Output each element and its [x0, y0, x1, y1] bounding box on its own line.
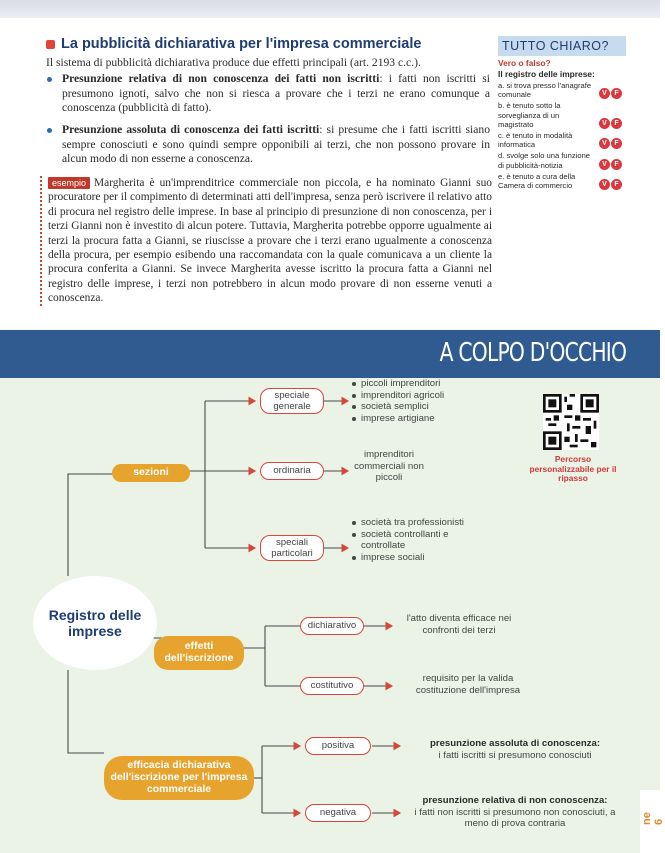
quiz-intro: Il registro delle imprese:	[498, 69, 595, 79]
false-button[interactable]: F	[611, 118, 622, 129]
node-negativa: negativa	[305, 804, 371, 822]
negativa-text: i fatti non iscritti si presumono non conosciuti, a meno di prova contraria	[414, 806, 616, 830]
quiz-subtitle: Vero o falso?	[498, 58, 551, 68]
speciali-list	[352, 517, 464, 563]
quiz-item	[498, 101, 626, 129]
top-shadow-bar	[0, 0, 660, 18]
example-text: Margherita è un'imprenditrice commerciale non piccola, e ha nominato Gianni suo procuratore per il compimento di determinati atti dell'impresa, senza però iscrivere il relativo atto di procura nel registro delle imprese. In base al principio di presunzione di non conoscenza, per i terzi Gianni non è investito di alcun potere. Tuttavia, Margherita potrebbe opporre ugualmente ai terzi la procura fatta a Gianni, se riuscisse a provare che i terzi erano ugualmente a conoscenza della procura, per esempio esibendo una raccomandata con la quale comunicava a un cliente la procura conferita a Gianni. Se invece Margherita avesse iscritto la procura fatta a Gianni nel registro delle imprese, i terzi non potrebbero in alcun modo provare di non esserne venuti a conoscenza.	[48, 177, 492, 305]
node-ordinaria: ordinaria	[260, 462, 324, 480]
speciali-item: società tra professionisti	[361, 517, 464, 528]
false-button[interactable]: F	[611, 138, 622, 149]
connector-root-efficacia	[68, 670, 104, 753]
speciali-item: imprese sociali	[361, 551, 425, 563]
quiz-item	[498, 172, 626, 190]
quiz-item-text: a. si trova presso l'anagrafe comunale	[498, 81, 592, 100]
node-sezioni: sezioni	[112, 464, 190, 482]
square-bullet-icon	[46, 40, 55, 49]
false-button[interactable]: F	[611, 159, 622, 170]
negativa-text-block	[404, 795, 626, 830]
positiva-text: i fatti iscritti si presumono conosciuti	[438, 749, 592, 761]
true-button[interactable]: V	[599, 118, 610, 129]
section-title	[46, 36, 421, 52]
qr-code-icon[interactable]	[543, 394, 599, 450]
quiz-item	[498, 131, 626, 149]
costitutivo-text: requisito per la valida costituzione dell'impresa	[415, 673, 521, 696]
positiva-bold: presunzione assoluta di conoscenza:	[429, 738, 601, 749]
bullet1-bold: Presunzione relativa di non conoscenza dei fatti non iscritti	[62, 72, 380, 85]
node-positiva: positiva	[305, 737, 371, 755]
example-box	[40, 176, 492, 306]
true-button[interactable]: V	[599, 179, 610, 190]
bullet-relative-presumption	[48, 72, 490, 116]
banner-title: A COLPO D'OCCHIO	[439, 338, 626, 368]
true-button[interactable]: V	[599, 159, 610, 170]
qr-caption: Percorso personalizzabile per il ripasso	[529, 454, 617, 484]
quiz-item-text: e. è tenuto a cura della Camera di commercio	[498, 171, 576, 191]
speciale-item: imprenditori agricoli	[361, 389, 445, 401]
summary-banner	[0, 330, 660, 378]
quiz-item-text: c. è tenuto in modalità informatica	[498, 131, 573, 150]
root-node-registro: Registro delle imprese	[33, 576, 157, 670]
speciale-item: piccoli imprenditori	[361, 378, 441, 389]
true-button[interactable]: V	[599, 138, 610, 149]
speciali-item: società controllanti e controllate	[361, 528, 449, 552]
example-tag: esempio	[48, 177, 90, 189]
section-title-text: La pubblicità dichiarativa per l'impresa commerciale	[61, 36, 422, 52]
positiva-text-block	[404, 738, 626, 761]
intro-paragraph: Il sistema di pubblicità dichiarativa produce due effetti principali (art. 2193 c.c.).	[46, 56, 421, 69]
bullet-dot-icon	[47, 77, 52, 82]
node-efficacia: efficacia dichiarativa dell'iscrizione per l'impresa commerciale	[104, 756, 254, 800]
page-tab-label: ne 6	[641, 812, 665, 825]
speciale-item: società semplici	[361, 401, 429, 413]
connector-root-sezioni	[68, 474, 112, 576]
false-button[interactable]: F	[611, 179, 622, 190]
node-speciale-generale: speciale generale	[260, 388, 324, 414]
bullet2-text: : si presume che i fatti iscritti siano sempre conosciuti e sono quindi sempre opponibili ai terzi, che non possono provare in alcun modo di non esserne a conoscenza.	[62, 123, 490, 166]
negativa-bold: presunzione relativa di non conoscenza:	[422, 795, 608, 806]
speciale-list	[352, 378, 444, 424]
quiz-item-text: d. svolge solo una funzione di pubblicità-notizia	[498, 151, 591, 170]
bullet-dot-icon	[47, 128, 52, 133]
bullet1-text: : i fatti non iscritti si presumono ignoti, salvo che non si riesca a provare che i terzi ne erano comunque a conoscenza (pubblicità di fatto).	[62, 72, 490, 115]
node-costitutivo: costitutivo	[300, 677, 364, 695]
quiz-header: TUTTO CHIARO?	[498, 36, 626, 56]
node-speciali-particolari: speciali particolari	[260, 535, 324, 561]
bullet2-bold: Presunzione assoluta di conoscenza dei fatti iscritti	[62, 123, 320, 136]
quiz-item	[498, 81, 626, 99]
node-effetti: effetti dell'iscrizione	[154, 636, 244, 670]
quiz-item-text: b. è tenuto sotto la sorveglianza di un magistrato	[498, 101, 561, 129]
bullet-absolute-presumption	[48, 123, 490, 167]
true-button[interactable]: V	[599, 88, 610, 99]
dichiarativo-text: l'atto diventa efficace nei confronti dei terzi	[406, 613, 512, 636]
speciale-item: imprese artigiane	[361, 412, 435, 424]
false-button[interactable]: F	[611, 88, 622, 99]
ordinaria-text: imprenditori commerciali non piccoli	[354, 449, 424, 484]
quiz-box	[498, 58, 626, 190]
quiz-item	[498, 151, 626, 169]
node-dichiarativo: dichiarativo	[300, 617, 364, 635]
